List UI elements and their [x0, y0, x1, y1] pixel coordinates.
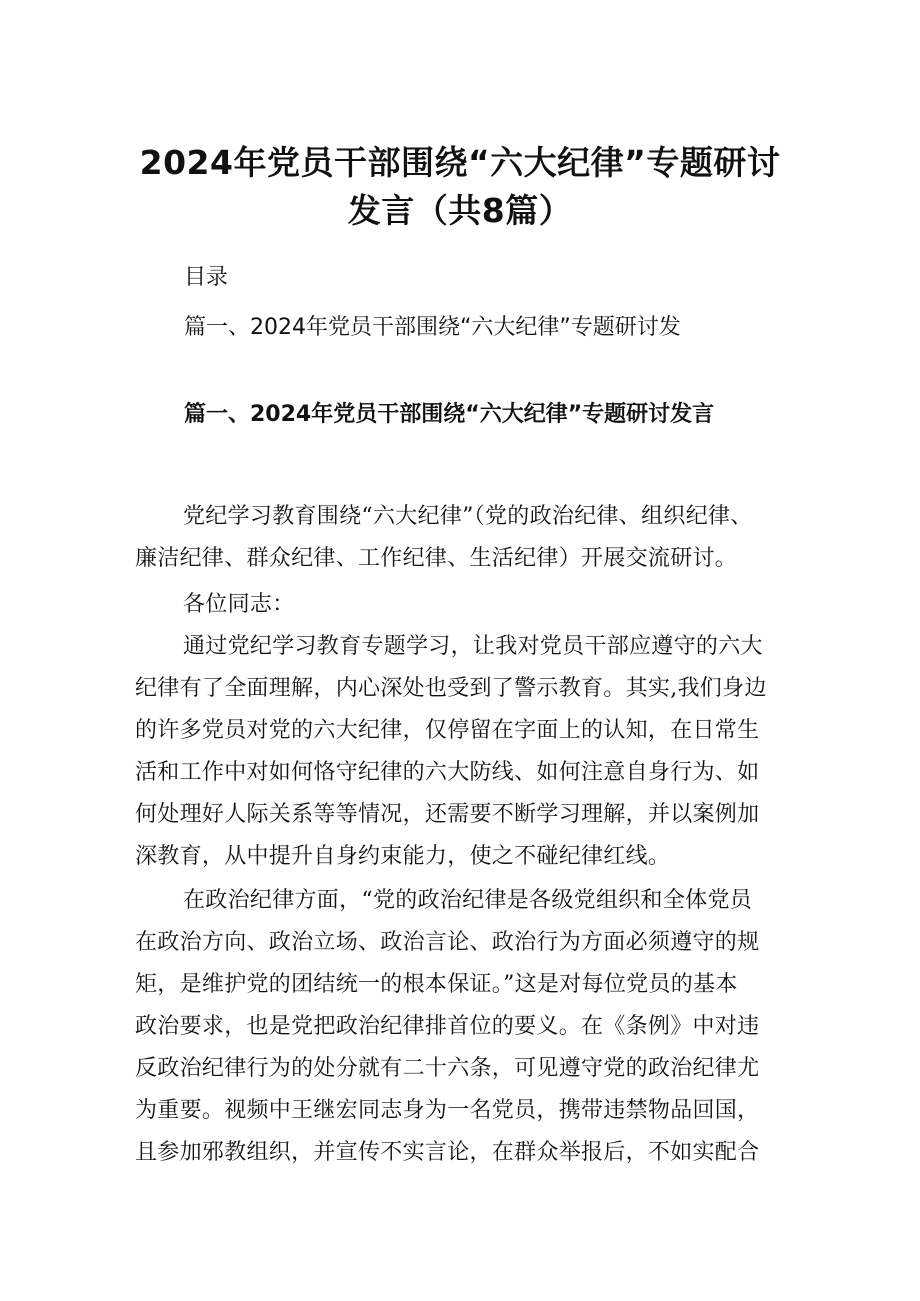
- paragraph-line: 纪律有了全面理解，内心深处也受到了警示教育。其实,我们身边: [135, 676, 767, 701]
- paragraph-line: 何处理好人际关系等等情况，还需要不断学习理解，并以案例加: [135, 802, 760, 827]
- paragraph-line: 在政治纪律方面，“党的政治纪律是各级党组织和全体党员: [183, 888, 753, 913]
- paragraph-salutation: [135, 584, 795, 626]
- paragraph-line: 深教育，从中提升自身约束能力，使之不碰纪律红线。: [135, 844, 671, 869]
- paragraph-line: 通过党纪学习教育专题学习，让我对党员干部应遵守的六大: [183, 634, 763, 659]
- toc-heading: 目录: [184, 265, 229, 290]
- paragraph-line: 在政治方向、政治立场、政治言论、政治行为方面必须遵守的规: [135, 930, 760, 955]
- paragraph-intro: [135, 496, 795, 580]
- paragraph-line: 且参加邪教组织，并宣传不实言论，在群众举报后，不如实配合: [135, 1140, 760, 1165]
- paragraph-line: 活和工作中对如何恪守纪律的六大防线、如何注意自身行为、如: [135, 760, 760, 785]
- paragraph-line: 党纪学习教育围绕“六大纪律”（党的政治纪律、组织纪律、: [183, 504, 753, 529]
- paragraph-body-2: [135, 880, 795, 1174]
- paragraph-body-1: [135, 626, 795, 878]
- paragraph-line: 政治要求，也是党把政治纪律排首位的要义。在《条例》中对违: [135, 1014, 760, 1039]
- paragraph-line: 的许多党员对党的六大纪律，仅停留在字面上的认知，在日常生: [135, 718, 760, 743]
- document-title-line-2: 发言（共8篇）: [347, 191, 573, 230]
- paragraph-line: 为重要。视频中王继宏同志身为一名党员，携带违禁物品回国，: [135, 1098, 760, 1123]
- paragraph-line: 反政治纪律行为的处分就有二十六条，可见遵守党的政治纪律尤: [135, 1056, 760, 1081]
- document-title-line-1: 2024年党员干部围绕“六大纪律”专题研讨: [139, 143, 781, 182]
- paragraph-line: 廉洁纪律、群众纪律、工作纪律、生活纪律）开展交流研讨。: [135, 546, 738, 571]
- paragraph-line: 矩，是维护党的团结统一的根本保证。”这是对每位党员的基本: [135, 972, 738, 997]
- toc-item-1[interactable]: 篇一、2024年党员干部围绕“六大纪律”专题研讨发: [184, 315, 681, 340]
- paragraph-line: 各位同志：: [183, 592, 295, 617]
- section-heading: 篇一、2024年党员干部围绕“六大纪律”专题研讨发言: [184, 402, 715, 427]
